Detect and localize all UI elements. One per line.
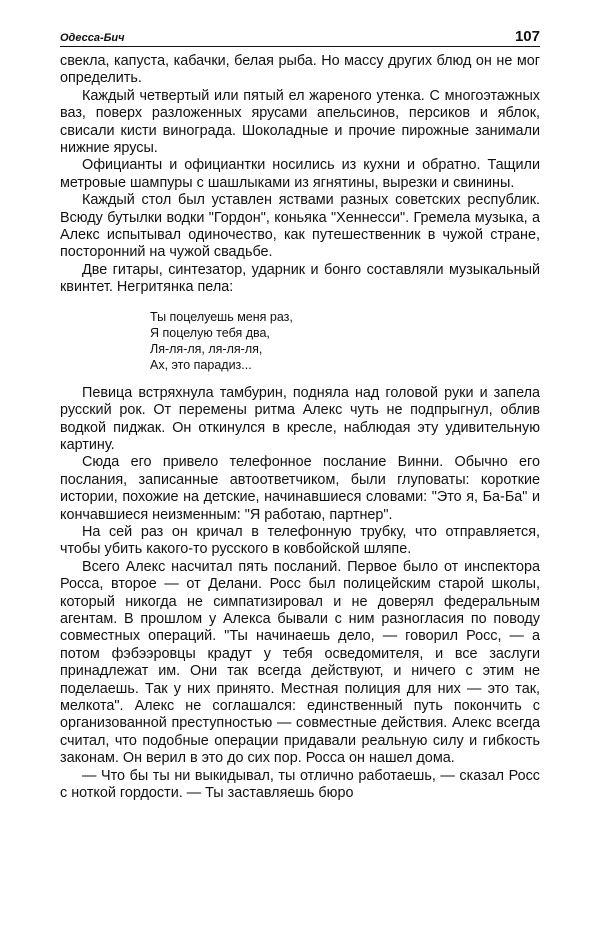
page-number: 107	[514, 28, 540, 45]
paragraph: свекла, капуста, кабачки, белая рыба. Но массу других блюд он не мог определить.	[60, 53, 540, 87]
page-header	[60, 26, 540, 47]
song-lyrics	[150, 309, 540, 373]
poem-line: Ты поцелуешь меня раз,	[150, 309, 293, 324]
running-title: Одесса-Бич	[60, 32, 125, 44]
paragraph: Каждый четвертый или пятый ел жареного утенка. С многоэтажных ваз, поверх разложенных ярусами апельсинов, персиков и яблок, свисали кисти винограда. Шоколадные и прочие пирожные занимали нижние ярусы.	[60, 87, 540, 157]
paragraph: Каждый стол был уставлен яствами разных советских республик. Всюду бутылки водки "Гордон", коньяка "Хеннесси". Гремела музыка, а Алекс испытывал одиночество, как путешественник в чужой стране, посторонний на чужой свадьбе.	[60, 192, 540, 261]
poem-line: Ля-ля-ля, ля-ля-ля,	[150, 341, 263, 356]
paragraph: Официанты и официантки носились из кухни и обратно. Тащили метровые шампуры с шашлыками из ягнятины, вырезки и свинины.	[60, 157, 540, 191]
poem-line: Я поцелую тебя два,	[150, 325, 270, 340]
paragraph: — Что бы ты ни выкидывал, ты отлично работаешь, — сказал Росс с ноткой гордости. — Ты заставляешь бюро	[60, 767, 540, 802]
poem-line: Ах, это парадиз...	[150, 357, 252, 372]
book-page	[60, 26, 540, 802]
paragraph: Всего Алекс насчитал пять посланий. Первое было от инспектора Росса, второе — от Делани. Росс был полицейским старой школы, который никогда не симпатизировал и не доверял федеральным агентам. В прошлом у Алекса бывали с ним разногласия по поводу совместных операций. "Ты начинаешь дело, — говорил Росс, — а потом фэбээровцы крадут у тебя осведомителя, и все заслуги принадлежат им. Они так всегда действуют, и ничего с этим не поделаешь. Так у них принято. Местная полиция для них — это так, мелкота". Алекс не соглашался: единственный путь покончить с организованной преступностью — совместные действия. Алекс всегда считал, что подобные операции придавали реальную силу и гибкость законам. Он верил в это до сих пор. Росса он нашел дома.	[60, 558, 540, 767]
paragraph: На сей раз он кричал в телефонную трубку, что отправляется, чтобы убить какого-то русского в ковбойской шляпе.	[60, 523, 540, 558]
paragraph: Две гитары, синтезатор, ударник и бонго составляли музыкальный квинтет. Негритянка пела:	[60, 261, 540, 296]
paragraph: Сюда его привело телефонное послание Винни. Обычно его послания, записанные автоответчиком, были глуповаты: короткие истории, похожие на детские, начинавшиеся словами: "Это я, Ба-Ба" и кончавшиеся неизменным: "Я работаю, партнер".	[60, 454, 540, 523]
body-text	[60, 53, 540, 802]
paragraph: Певица встряхнула тамбурин, подняла над головой руки и запела русский рок. От перемены ритма Алекс чуть не подпрыгнул, облив водкой пиджак. Он откинулся в кресле, наблюдая эту удивительную картину.	[60, 384, 540, 453]
